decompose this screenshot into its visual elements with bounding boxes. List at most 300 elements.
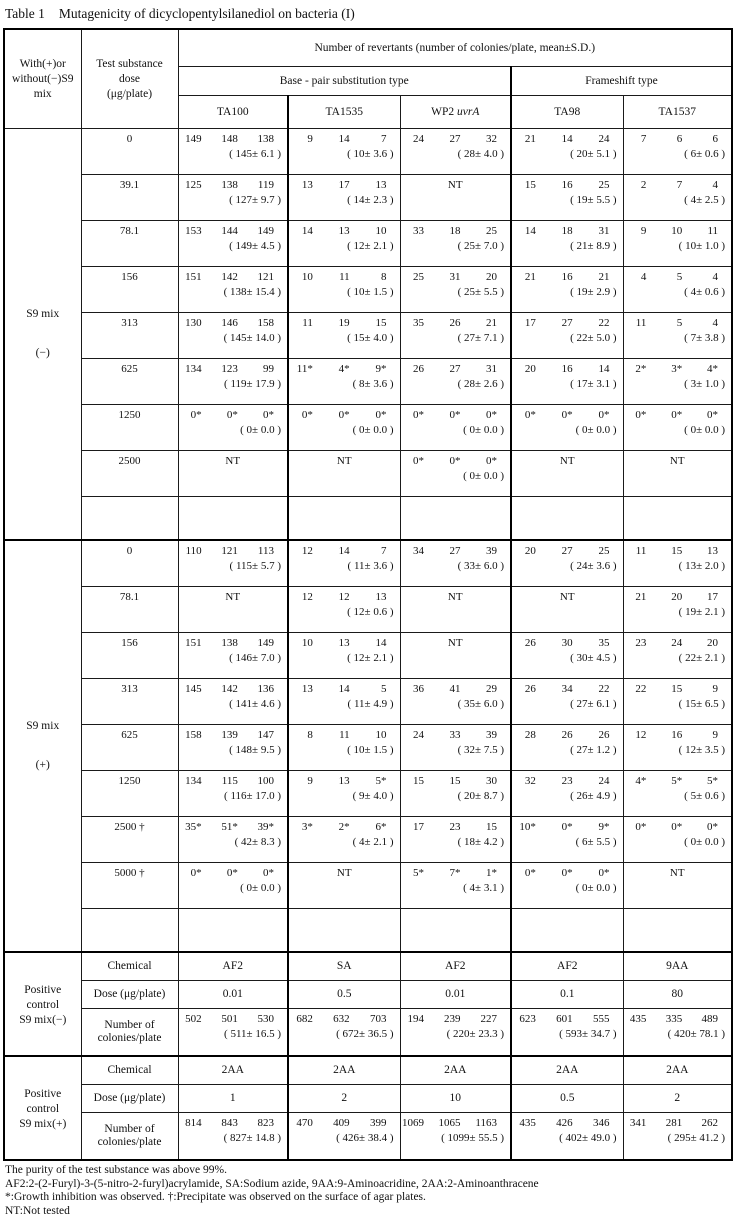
plate-counts (512, 817, 623, 834)
plate-count: 14 (586, 363, 623, 376)
plate-count: 0* (512, 867, 549, 880)
plate-count: 134 (179, 363, 215, 376)
revertant-cell (511, 221, 623, 267)
dose-cell: 0 (81, 129, 178, 175)
not-tested-value: NT (179, 451, 288, 468)
plate-count: 15 (437, 775, 474, 788)
header-s9-mix (4, 29, 81, 129)
plate-counts (179, 267, 288, 284)
plate-count: 136 (251, 683, 287, 696)
plate-count: 30 (474, 775, 511, 788)
header-strain-ta1537: TA1537 (623, 96, 732, 129)
s9-label-line: S9 mix (5, 308, 81, 321)
chemical-cell: 2AA (623, 1056, 732, 1085)
dose-row-label: Dose (μg/plate) (81, 1085, 178, 1113)
revertant-cell (623, 451, 732, 497)
table-row (4, 497, 732, 541)
plate-counts (289, 679, 400, 696)
revertant-cell (400, 587, 511, 633)
mean-sd: ( 149± 4.5 ) (179, 238, 288, 253)
mean-sd: ( 4± 2.5 ) (624, 192, 732, 207)
plate-count: 15 (401, 775, 438, 788)
plate-count: 149 (251, 637, 287, 650)
plate-count: 0* (401, 409, 438, 422)
plate-count: 2* (624, 363, 660, 376)
table-caption: Mutagenicity of dicyclopentylsilanediol on bacteria (I) (59, 6, 355, 21)
plate-count: 148 (215, 133, 251, 146)
plate-counts (179, 221, 288, 238)
plate-counts (624, 541, 732, 558)
plate-count: 12 (624, 729, 660, 742)
revertant-cell (400, 313, 511, 359)
mean-sd: ( 145± 6.1 ) (179, 146, 288, 161)
plate-count: 6 (695, 133, 731, 146)
plate-counts (401, 1113, 511, 1130)
revertant-cell (400, 540, 511, 587)
dose-cell: 313 (81, 679, 178, 725)
plate-count: 9* (586, 821, 623, 834)
revertant-cell (178, 175, 288, 221)
mean-sd: ( 27± 7.1 ) (401, 330, 511, 345)
dose-row-label: Dose (μg/plate) (81, 981, 178, 1009)
mean-sd: ( 25± 5.5 ) (401, 284, 511, 299)
plate-count: 2* (326, 821, 363, 834)
plate-count: 15 (659, 545, 695, 558)
mean-sd: ( 19± 2.1 ) (624, 604, 732, 619)
mean-sd: ( 22± 5.0 ) (512, 330, 623, 345)
revertant-cell (623, 175, 732, 221)
chemical-cell: 2AA (511, 1056, 623, 1085)
plate-count: 151 (179, 637, 215, 650)
plate-count: 14 (549, 133, 586, 146)
mean-sd: ( 145± 14.0 ) (179, 330, 288, 345)
table-header (4, 29, 732, 129)
plate-counts (401, 359, 511, 376)
mean-sd: ( 17± 3.1 ) (512, 376, 623, 391)
positive-dose-cell: 0.5 (511, 1085, 623, 1113)
header-frameshift-group: Frameshift type (511, 67, 732, 96)
plate-count: 5* (695, 775, 731, 788)
revertant-cell (400, 863, 511, 909)
header-strain-wp2uvra: WP2 uvrA (400, 96, 511, 129)
mean-sd: ( 30± 4.5 ) (512, 650, 623, 665)
plate-count: 21 (474, 317, 511, 330)
positive-dose-cell: 10 (400, 1085, 511, 1113)
plate-count: 227 (474, 1013, 511, 1026)
not-tested-value: NT (289, 451, 400, 468)
plate-count: 25 (401, 271, 438, 284)
plate-count: 36 (401, 683, 438, 696)
mean-sd: ( 26± 4.9 ) (512, 788, 623, 803)
plate-counts (401, 221, 511, 238)
plate-counts (289, 817, 400, 834)
plate-counts (401, 267, 511, 284)
mean-sd: ( 33± 6.0 ) (401, 558, 511, 573)
s9-section-label (4, 129, 81, 541)
footnote-abbreviations: AF2:2-(2-Furyl)-3-(5-nitro-2-furyl)acrylamide, SA:Sodium azide, 9AA:9-Aminoacridine, 2AA:2-Aminoanthracene (5, 1178, 732, 1192)
table-row (4, 313, 732, 359)
revertant-cell (178, 405, 288, 451)
mean-sd: ( 15± 6.5 ) (624, 696, 732, 711)
plate-count: 13 (289, 179, 326, 192)
plate-count: 4* (326, 363, 363, 376)
dose-cell (81, 909, 178, 953)
mean-sd: ( 0± 0.0 ) (401, 468, 511, 483)
plate-counts (624, 313, 732, 330)
plate-counts (624, 1009, 732, 1026)
positive-dose-cell: 0.01 (400, 981, 511, 1009)
revertant-cell (623, 1113, 732, 1161)
plate-count: 0* (363, 409, 400, 422)
plate-count: 21 (586, 271, 623, 284)
revertant-cell (178, 909, 288, 953)
plate-count: 0* (251, 409, 287, 422)
plate-count: 35 (586, 637, 623, 650)
plate-count: 21 (624, 591, 660, 604)
plate-counts (624, 129, 732, 146)
table-row (4, 1056, 732, 1085)
revertant-cell (178, 863, 288, 909)
revertant-cell (288, 175, 400, 221)
plate-counts (624, 405, 732, 422)
plate-count: 426 (549, 1117, 586, 1130)
plate-count: 17 (512, 317, 549, 330)
mean-sd: ( 10± 3.6 ) (289, 146, 400, 161)
plate-count: 138 (215, 179, 251, 192)
dose-cell: 156 (81, 267, 178, 313)
plate-count: 130 (179, 317, 215, 330)
revertant-cell (623, 909, 732, 953)
plate-counts (624, 175, 732, 192)
plate-count: 39 (474, 729, 511, 742)
plate-count: 32 (512, 775, 549, 788)
dose-cell: 39.1 (81, 175, 178, 221)
revertant-cell (288, 129, 400, 175)
mean-sd: ( 12± 3.5 ) (624, 742, 732, 757)
plate-count: 341 (624, 1117, 660, 1130)
plate-counts (401, 771, 511, 788)
mean-sd: ( 146± 7.0 ) (179, 650, 288, 665)
not-tested-value: NT (512, 587, 623, 604)
mean-sd: ( 21± 8.9 ) (512, 238, 623, 253)
mean-sd: ( 141± 4.6 ) (179, 696, 288, 711)
plate-count: 24 (401, 133, 438, 146)
plate-count: 11 (326, 729, 363, 742)
plate-count: 501 (215, 1013, 251, 1026)
plate-count: 16 (549, 363, 586, 376)
revertant-cell (400, 359, 511, 405)
table-body (4, 129, 732, 1161)
revertant-cell (288, 633, 400, 679)
positive-control-label-line: S9 mix(+) (5, 1118, 81, 1131)
plate-count: 41 (437, 683, 474, 696)
revertant-cell (288, 497, 400, 541)
plate-count: 31 (474, 363, 511, 376)
mean-sd: ( 12± 2.1 ) (289, 650, 400, 665)
revertant-cell (511, 405, 623, 451)
plate-count: 29 (474, 683, 511, 696)
revertant-cell (623, 817, 732, 863)
plate-count: 22 (586, 683, 623, 696)
plate-count: 15 (512, 179, 549, 192)
plate-count: 1069 (401, 1117, 438, 1130)
plate-counts (289, 313, 400, 330)
dose-cell: 78.1 (81, 221, 178, 267)
revertant-cell (400, 497, 511, 541)
plate-counts (289, 405, 400, 422)
plate-count: 31 (437, 271, 474, 284)
not-tested-value: NT (289, 863, 400, 880)
positive-control-label-line: Positive (5, 1088, 81, 1101)
chemical-cell: 9AA (623, 952, 732, 981)
positive-dose-cell: 0.01 (178, 981, 288, 1009)
plate-count: 346 (586, 1117, 623, 1130)
mean-sd: ( 32± 7.5 ) (401, 742, 511, 757)
footnote-symbols: *:Growth inhibition was observed. †:Precipitate was observed on the surface of agar plates. (5, 1191, 732, 1205)
table-row (4, 1085, 732, 1113)
table-row (4, 405, 732, 451)
chemical-row-label: Chemical (81, 952, 178, 981)
revertant-cell (400, 679, 511, 725)
header-strain-ta100: TA100 (178, 96, 288, 129)
revertant-cell (178, 1009, 288, 1057)
plate-count: 34 (549, 683, 586, 696)
plate-count: 142 (215, 271, 251, 284)
positive-control-label-line: control (5, 999, 81, 1012)
s9-section-label (4, 540, 81, 952)
plate-count: 9* (363, 363, 400, 376)
revertant-cell (623, 129, 732, 175)
plate-count: 144 (215, 225, 251, 238)
not-tested-value: NT (512, 451, 623, 468)
plate-counts (179, 1009, 288, 1026)
plate-count: 1* (474, 867, 511, 880)
revertant-cell (400, 221, 511, 267)
revertant-cell (511, 863, 623, 909)
plate-count: 33 (437, 729, 474, 742)
revertant-cell (178, 679, 288, 725)
chemical-cell: AF2 (511, 952, 623, 981)
plate-count: 14 (363, 637, 400, 650)
revertant-cell (288, 313, 400, 359)
plate-count: 10 (363, 225, 400, 238)
mean-sd: ( 426± 38.4 ) (289, 1130, 400, 1145)
positive-dose-cell: 2 (288, 1085, 400, 1113)
mean-sd: ( 19± 5.5 ) (512, 192, 623, 207)
table-row (4, 221, 732, 267)
plate-count: 26 (549, 729, 586, 742)
mean-sd: ( 8± 3.6 ) (289, 376, 400, 391)
s9-label-sign: (−) (5, 347, 81, 360)
plate-count: 15 (363, 317, 400, 330)
plate-count: 409 (326, 1117, 363, 1130)
plate-count: 8 (363, 271, 400, 284)
revertant-cell (288, 267, 400, 313)
revertant-cell (288, 725, 400, 771)
revertant-cell (400, 817, 511, 863)
plate-count: 16 (549, 271, 586, 284)
plate-count: 555 (586, 1013, 623, 1026)
plate-count: 19 (326, 317, 363, 330)
plate-count: 22 (586, 317, 623, 330)
plate-count: 28 (512, 729, 549, 742)
revertant-cell (178, 540, 288, 587)
table-row (4, 1009, 732, 1057)
plate-count: 147 (251, 729, 287, 742)
plate-counts (289, 221, 400, 238)
plate-count: 14 (289, 225, 326, 238)
plate-count: 632 (326, 1013, 363, 1026)
plate-counts (401, 541, 511, 558)
plate-count: 0* (695, 821, 731, 834)
revertant-cell (288, 221, 400, 267)
plate-count: 4 (695, 317, 731, 330)
plate-count: 0* (624, 821, 660, 834)
plate-count: 27 (437, 133, 474, 146)
dose-cell: 2500 (81, 451, 178, 497)
revertant-cell (511, 540, 623, 587)
plate-count: 0* (659, 409, 695, 422)
header-dose (81, 29, 178, 129)
plate-count: 0* (289, 409, 326, 422)
plate-count: 0* (215, 867, 251, 880)
positive-dose-cell: 1 (178, 1085, 288, 1113)
plate-counts (179, 313, 288, 330)
plate-counts (289, 1009, 400, 1026)
plate-count: 24 (586, 775, 623, 788)
plate-count: 7 (624, 133, 660, 146)
header-revertants: Number of revertants (number of colonies/plate, mean±S.D.) (178, 29, 732, 67)
revertant-cell (511, 1009, 623, 1057)
table-row (4, 981, 732, 1009)
plate-count: 703 (363, 1013, 400, 1026)
revertant-cell (400, 1113, 511, 1161)
colonies-row-label (81, 1113, 178, 1161)
plate-count: 119 (251, 179, 287, 192)
s9-label-line: S9 mix (5, 720, 81, 733)
revertant-cell (511, 679, 623, 725)
mean-sd: ( 14± 2.3 ) (289, 192, 400, 207)
table-row (4, 359, 732, 405)
plate-count: 26 (512, 683, 549, 696)
plate-counts (512, 405, 623, 422)
colonies-label-line: Number of (82, 1019, 178, 1032)
plate-count: 0* (437, 455, 474, 468)
plate-count: 23 (624, 637, 660, 650)
plate-counts (289, 633, 400, 650)
plate-count: 3* (289, 821, 326, 834)
plate-count: 7* (437, 867, 474, 880)
plate-count: 0* (659, 821, 695, 834)
plate-count: 27 (437, 545, 474, 558)
revertant-cell (623, 679, 732, 725)
mean-sd: ( 24± 3.6 ) (512, 558, 623, 573)
mean-sd: ( 10± 1.5 ) (289, 742, 400, 757)
plate-count: 99 (251, 363, 287, 376)
revertant-cell (511, 771, 623, 817)
plate-counts (289, 175, 400, 192)
mean-sd: ( 15± 4.0 ) (289, 330, 400, 345)
plate-count: 10 (289, 271, 326, 284)
plate-count: 5 (659, 271, 695, 284)
chemical-cell: 2AA (178, 1056, 288, 1085)
footnotes (3, 1161, 734, 1218)
plate-counts (289, 1113, 400, 1130)
plate-counts (179, 359, 288, 376)
plate-count: 18 (437, 225, 474, 238)
chemical-cell: AF2 (400, 952, 511, 981)
revertant-cell (288, 405, 400, 451)
plate-count: 24 (401, 729, 438, 742)
plate-count: 7 (363, 133, 400, 146)
revertant-cell (400, 267, 511, 313)
revertant-cell (178, 359, 288, 405)
plate-count: 23 (549, 775, 586, 788)
revertant-cell (623, 497, 732, 541)
revertant-cell (511, 1113, 623, 1161)
plate-counts (512, 359, 623, 376)
plate-count: 12 (289, 545, 326, 558)
chemical-cell: AF2 (178, 952, 288, 981)
plate-counts (179, 771, 288, 788)
mean-sd: ( 27± 6.1 ) (512, 696, 623, 711)
plate-counts (289, 129, 400, 146)
mean-sd: ( 5± 0.6 ) (624, 788, 732, 803)
revertant-cell (288, 587, 400, 633)
mean-sd: ( 12± 2.1 ) (289, 238, 400, 253)
not-tested-value: NT (179, 587, 288, 604)
plate-counts (624, 725, 732, 742)
plate-counts (401, 451, 511, 468)
plate-count: 399 (363, 1117, 400, 1130)
plate-count: 0* (549, 409, 586, 422)
plate-count: 10 (659, 225, 695, 238)
revertant-cell (511, 129, 623, 175)
mean-sd: ( 0± 0.0 ) (401, 422, 511, 437)
plate-count: 14 (326, 683, 363, 696)
revertant-cell (623, 587, 732, 633)
mean-sd: ( 0± 0.0 ) (179, 880, 288, 895)
plate-count: 1065 (437, 1117, 474, 1130)
plate-counts (179, 1113, 288, 1130)
plate-count: 0* (401, 455, 438, 468)
plate-count: 0* (179, 409, 215, 422)
s9-label-sign: (+) (5, 759, 81, 772)
mean-sd: ( 13± 2.0 ) (624, 558, 732, 573)
revertant-cell (400, 909, 511, 953)
plate-count: 7 (659, 179, 695, 192)
plate-count: 14 (326, 545, 363, 558)
plate-count: 5 (363, 683, 400, 696)
revertant-cell (288, 540, 400, 587)
mean-sd: ( 827± 14.8 ) (179, 1130, 288, 1145)
table-row (4, 771, 732, 817)
plate-count: 10* (512, 821, 549, 834)
plate-count: 149 (179, 133, 215, 146)
plate-counts (401, 1009, 511, 1026)
revertant-cell (623, 1009, 732, 1057)
plate-counts (179, 679, 288, 696)
plate-count: 194 (401, 1013, 438, 1026)
plate-counts (179, 863, 288, 880)
revertant-cell (400, 633, 511, 679)
plate-counts (512, 267, 623, 284)
plate-count: 149 (251, 225, 287, 238)
dose-cell: 0 (81, 540, 178, 587)
mean-sd: ( 4± 2.1 ) (289, 834, 400, 849)
plate-counts (179, 541, 288, 558)
plate-count: 5* (363, 775, 400, 788)
